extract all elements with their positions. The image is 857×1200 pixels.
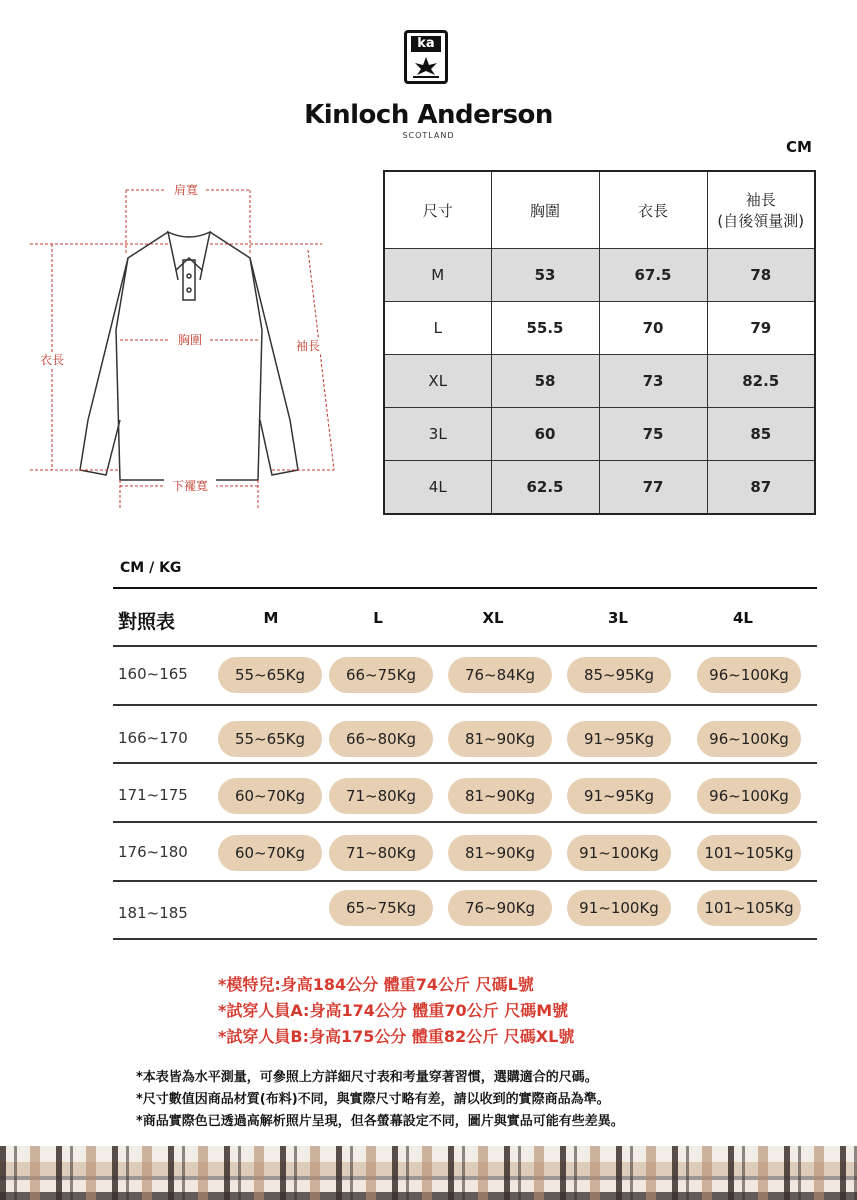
- cell-chest: 62.5: [491, 461, 599, 515]
- weight-pill: 76~84Kg: [448, 657, 552, 693]
- label-shoulder: 肩寬: [173, 183, 199, 197]
- weight-pill: 66~75Kg: [329, 657, 433, 693]
- cell-size: M: [384, 249, 491, 302]
- label-sleeve: 袖長: [295, 339, 321, 353]
- cell-sleeve: 87: [707, 461, 815, 515]
- weight-pill: 91~100Kg: [567, 890, 671, 926]
- column-header: 4L: [733, 609, 753, 627]
- header-chest: 胸圍: [491, 171, 599, 249]
- height-range: 160~165: [118, 665, 188, 683]
- weight-pill: 96~100Kg: [697, 778, 801, 814]
- weight-chart-title: 對照表: [118, 611, 176, 633]
- weight-pill: 66~80Kg: [329, 721, 433, 757]
- cell-length: 77: [599, 461, 707, 515]
- header-sleeve: 袖長 (自後領量測): [707, 171, 815, 249]
- weight-pill: 96~100Kg: [697, 657, 801, 693]
- divider: [113, 587, 817, 589]
- weight-row: [113, 825, 817, 881]
- weight-row: [113, 647, 817, 703]
- weight-pill: 60~70Kg: [218, 778, 322, 814]
- cell-chest: 58: [491, 355, 599, 408]
- brand-subtitle: SCOTLAND: [402, 131, 455, 140]
- table-row: [384, 461, 815, 515]
- height-range: 181~185: [118, 904, 188, 922]
- divider: [113, 938, 817, 940]
- weight-pill: 65~75Kg: [329, 890, 433, 926]
- cell-size: 4L: [384, 461, 491, 515]
- weight-pill: 91~95Kg: [567, 721, 671, 757]
- weight-pill: 60~70Kg: [218, 835, 322, 871]
- cell-sleeve: 82.5: [707, 355, 815, 408]
- thistle-icon: [407, 53, 445, 81]
- weight-pill: 55~65Kg: [218, 657, 322, 693]
- weight-pill: 101~105Kg: [697, 835, 801, 871]
- divider: [113, 821, 817, 823]
- weight-pill: 91~95Kg: [567, 778, 671, 814]
- column-header: L: [373, 609, 383, 627]
- cell-sleeve: 78: [707, 249, 815, 302]
- divider: [113, 762, 817, 764]
- header-size: 尺寸: [384, 171, 491, 249]
- weight-pill: 81~90Kg: [448, 778, 552, 814]
- cell-size: 3L: [384, 408, 491, 461]
- plaid-footer-pattern: [0, 1146, 857, 1200]
- label-hem: 下襬寬: [171, 479, 209, 493]
- weight-pill: 71~80Kg: [329, 835, 433, 871]
- column-header: M: [263, 609, 279, 627]
- cell-length: 75: [599, 408, 707, 461]
- weight-chart-unit: CM / KG: [120, 560, 182, 576]
- note: *尺寸數值因商品材質(布料)不同，與實際尺寸略有差，請以收到的實際商品為準。: [136, 1092, 610, 1107]
- table-row: [384, 408, 815, 461]
- cell-sleeve: 79: [707, 302, 815, 355]
- weight-row: [113, 711, 817, 767]
- cell-length: 73: [599, 355, 707, 408]
- size-table: [383, 170, 816, 515]
- header-length: 衣長: [599, 171, 707, 249]
- model-info: *試穿人員A:身高174公分 體重70公斤 尺碼M號: [218, 1001, 569, 1020]
- weight-pill: 55~65Kg: [218, 721, 322, 757]
- garment-diagram: [28, 180, 358, 520]
- weight-pill: 71~80Kg: [329, 778, 433, 814]
- column-header: 3L: [608, 609, 628, 627]
- model-info: *試穿人員B:身高175公分 體重82公斤 尺碼XL號: [218, 1027, 575, 1046]
- weight-pill: 91~100Kg: [567, 835, 671, 871]
- unit-label: CM: [786, 138, 812, 156]
- table-row: [384, 302, 815, 355]
- logo-ka-text: ka: [411, 36, 441, 52]
- note: *本表皆為水平測量，可參照上方詳細尺寸表和考量穿著習慣，選購適合的尺碼。: [136, 1070, 598, 1085]
- weight-pill: 76~90Kg: [448, 890, 552, 926]
- brand-logo-mark: [404, 30, 448, 84]
- model-info: *模特兒:身高184公分 體重74公斤 尺碼L號: [218, 975, 534, 994]
- label-length: 衣長: [39, 353, 65, 367]
- weight-pill: 81~90Kg: [448, 835, 552, 871]
- size-table-header: [384, 171, 815, 249]
- table-row: [384, 249, 815, 302]
- weight-chart-header: [113, 595, 817, 641]
- weight-pill: 81~90Kg: [448, 721, 552, 757]
- column-header: XL: [482, 609, 504, 627]
- table-row: [384, 355, 815, 408]
- height-range: 171~175: [118, 786, 188, 804]
- divider: [113, 704, 817, 706]
- cell-sleeve: 85: [707, 408, 815, 461]
- cell-size: L: [384, 302, 491, 355]
- cell-chest: 55.5: [491, 302, 599, 355]
- weight-pill: 85~95Kg: [567, 657, 671, 693]
- cell-chest: 60: [491, 408, 599, 461]
- weight-row: [113, 880, 817, 936]
- height-range: 176~180: [118, 843, 188, 861]
- cell-size: XL: [384, 355, 491, 408]
- weight-pill: 96~100Kg: [697, 721, 801, 757]
- weight-pill: 101~105Kg: [697, 890, 801, 926]
- cell-length: 70: [599, 302, 707, 355]
- weight-row: [113, 768, 817, 824]
- height-range: 166~170: [118, 729, 188, 747]
- note: *商品實際色已透過高解析照片呈現，但各螢幕設定不同，圖片與實品可能有些差異。: [136, 1114, 624, 1129]
- cell-length: 67.5: [599, 249, 707, 302]
- cell-chest: 53: [491, 249, 599, 302]
- brand-name: Kinloch Anderson: [304, 100, 553, 130]
- label-chest: 胸圍: [177, 333, 203, 347]
